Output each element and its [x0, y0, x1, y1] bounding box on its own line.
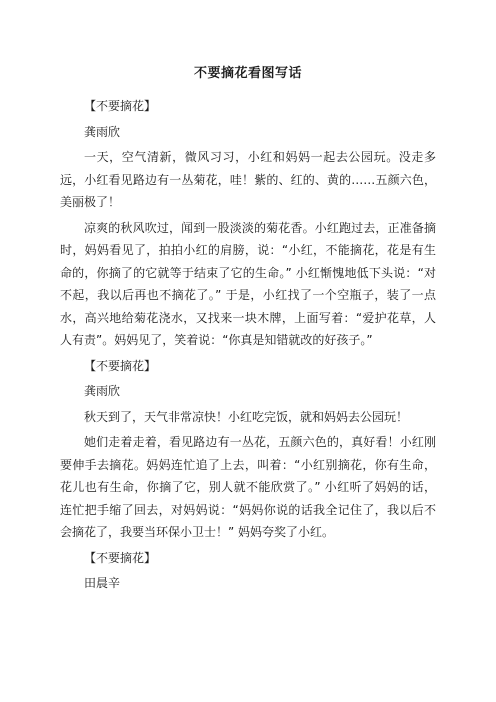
author-name: 龚雨欣	[84, 124, 121, 139]
section-heading: 【不要摘花】	[84, 99, 157, 113]
body-paragraph: 秋天到了，天气非常凉快！小红吃完饭，就和妈妈去公园玩！	[84, 409, 409, 424]
body-paragraph: 一天，空气清新，微风习习，小红和妈妈一起去公园玩。没走多远，小红看见路边有一丛菊花，哇！紫的、红的、黄的……五颜六色，美丽极了！	[60, 150, 436, 209]
body-paragraph: 凉爽的秋风吹过，闻到一股淡淡的菊花香。小红跑过去，正准备摘时，妈妈看见了，拍拍小红的肩膀，说：“小红，不能摘花，花是有生命的，你摘了的它就等于结束了它的生命。” 小红惭愧地低下头说：“对不起，我以后再也不摘花了。” 于是，小红找了一个空瓶子，装了一点水，高兴地给菊花浇水，又找来一块木牌，上面写着：“爱护花草，人人有责”。妈妈见了，笑着说：“你真是知错就改的好孩子。”	[60, 220, 436, 347]
author-name: 田晨辛	[84, 576, 121, 590]
section-heading: 【不要摘花】	[84, 550, 157, 565]
section-heading: 【不要摘花】	[84, 358, 157, 373]
document-title: 不要摘花看图写话	[193, 66, 302, 81]
body-paragraph: 她们走着走着，看见路边有一丛花，五颜六色的，真好看！小红刚要伸手去摘花。妈妈连忙追了上去，叫着：“小红别摘花，你有生命，花儿也有生命，你摘了它，别人就不能欣赏了。” 小红听了妈妈的话，连忙把手缩了回去，对妈妈说：“妈妈你说的话我全记住了，我以后不会摘花了，我要当环保小卫士！” 妈妈夸奖了小红。	[60, 435, 436, 539]
author-name: 龚雨欣	[84, 384, 121, 398]
